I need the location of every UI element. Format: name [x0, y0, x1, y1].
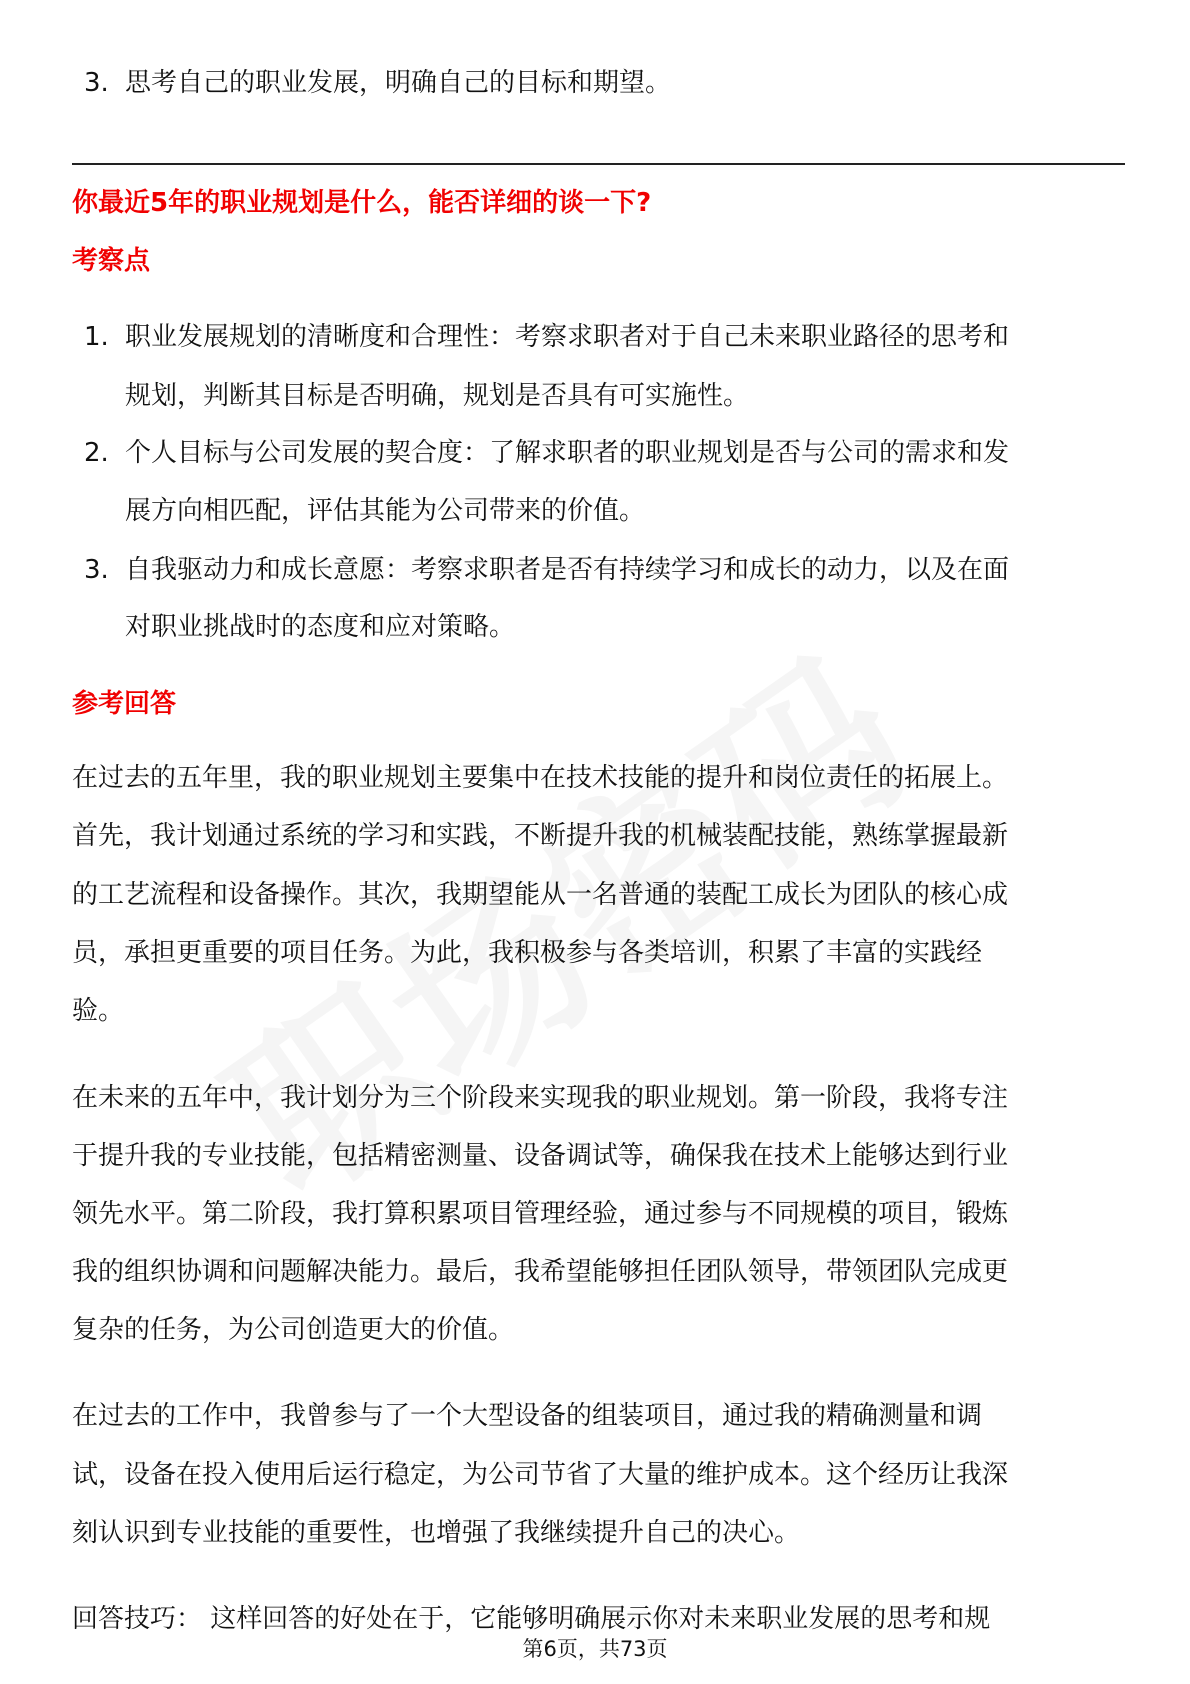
point-number: 1. [84, 322, 109, 352]
point-line: 展方向相匹配，评估其能为公司带来的价值。 [125, 496, 646, 526]
point-number: 3. [84, 555, 109, 585]
paragraph-line: 验。 [72, 996, 125, 1026]
answer-heading: 参考回答 [72, 689, 177, 719]
paragraph-line: 试，设备在投入使用后运行稳定，为公司节省了大量的维护成本。这个经历让我深 [72, 1460, 1009, 1490]
point-line: 规划，判断其目标是否明确，规划是否具有可实施性。 [125, 381, 750, 411]
divider [72, 163, 1125, 165]
paragraph-line: 于提升我的专业技能，包括精密测量、设备调试等，确保我在技术上能够达到行业 [72, 1141, 1009, 1171]
paragraph-line: 首先，我计划通过系统的学习和实践，不断提升我的机械装配技能，熟练掌握最新 [72, 821, 1009, 851]
paragraph-line: 的工艺流程和设备操作。其次，我期望能从一名普通的装配工成长为团队的核心成 [72, 880, 1009, 910]
paragraph-line: 复杂的任务，为公司创造更大的价值。 [72, 1315, 515, 1345]
point-line: 对职业挑战时的态度和应对策略。 [125, 612, 516, 642]
paragraph-line: 在过去的五年里，我的职业规划主要集中在技术技能的提升和岗位责任的拓展上。 [72, 763, 1009, 793]
prev-item-number: 3. [84, 68, 109, 98]
paragraph-line: 领先水平。第二阶段，我打算积累项目管理经验，通过参与不同规模的项目，锻炼 [72, 1199, 1009, 1229]
point-line: 自我驱动力和成长意愿：考察求职者是否有持续学习和成长的动力，以及在面 [125, 555, 1010, 585]
point-number: 2. [84, 438, 109, 468]
paragraph-line: 员，承担更重要的项目任务。为此，我积极参与各类培训，积累了丰富的实践经 [72, 938, 983, 968]
points-heading: 考察点 [72, 246, 151, 276]
paragraph-line: 刻认识到专业技能的重要性，也增强了我继续提升自己的决心。 [72, 1518, 801, 1548]
question-heading: 你最近5年的职业规划是什么，能否详细的谈一下? [72, 188, 652, 218]
point-line: 职业发展规划的清晰度和合理性：考察求职者对于自己未来职业路径的思考和 [125, 322, 1010, 352]
paragraph-line: 在过去的工作中，我曾参与了一个大型设备的组装项目，通过我的精确测量和调 [72, 1401, 983, 1431]
paragraph-line: 在未来的五年中，我计划分为三个阶段来实现我的职业规划。第一阶段，我将专注 [72, 1083, 1009, 1113]
prev-item-text: 思考自己的职业发展，明确自己的目标和期望。 [125, 68, 672, 98]
point-line: 个人目标与公司发展的契合度：了解求职者的职业规划是否与公司的需求和发 [125, 438, 1010, 468]
paragraph-line: 我的组织协调和问题解决能力。最后，我希望能够担任团队领导，带领团队完成更 [72, 1257, 1009, 1287]
answer-tips: 回答技巧： 这样回答的好处在于，它能够明确展示你对未来职业发展的思考和规 [72, 1604, 991, 1634]
page-number: 第6页，共73页 [522, 1637, 668, 1661]
